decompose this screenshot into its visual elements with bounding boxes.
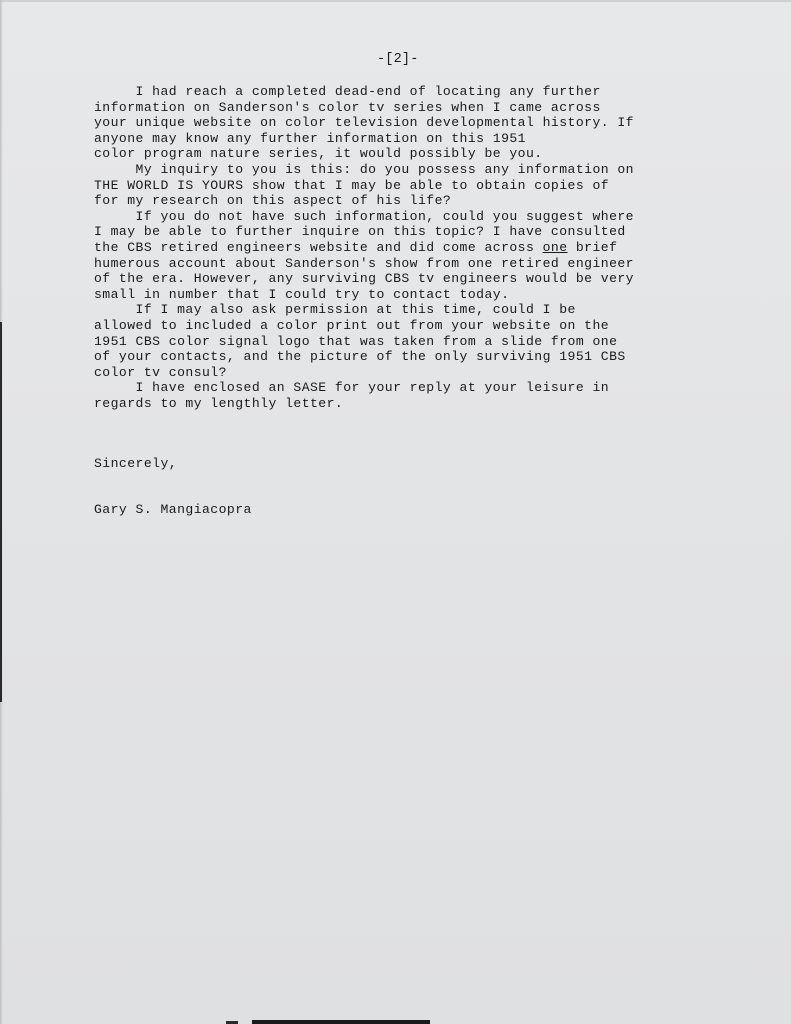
text-line: anyone may know any further information on this 1951 [94, 130, 526, 146]
text-line: If you do not have such information, could you suggest where [94, 208, 634, 224]
text-line: If I may also ask permission at this time, could I be [94, 302, 576, 318]
text-segment: brief [567, 239, 618, 255]
closing-salutation: Sincerely, [94, 456, 178, 471]
text-segment: the CBS retired engineers website and did come across [94, 239, 543, 255]
paper-top-edge [0, 0, 791, 2]
text-line: I had reach a completed dead-end of locating any further [94, 84, 601, 99]
text-line-with-underline [94, 240, 734, 256]
text-line: of your contacts, and the picture of the only surviving 1951 CBS [94, 349, 626, 365]
text-line: for my research on this aspect of his life? [94, 193, 452, 209]
text-line: of the era. However, any surviving CBS tv engineers would be very [94, 271, 634, 287]
text-line: regards to my lengthly letter. [94, 395, 344, 411]
text-line: color tv consul? [94, 364, 227, 380]
paragraph-4 [94, 302, 734, 380]
underlined-word: one [542, 239, 568, 255]
paragraph-3 [94, 209, 734, 303]
text-line: I have enclosed an SASE for your reply at your leisure in [94, 380, 610, 396]
page-number: -[2]- [377, 52, 419, 67]
scan-left-margin-line [0, 322, 2, 702]
text-line: allowed to included a color print out from your website on the [94, 317, 610, 333]
text-line: 1951 CBS color signal logo that was taken from a slide from one [94, 333, 618, 349]
paragraph-1 [94, 84, 734, 162]
text-line: humerous account about Sanderson's show from one retired engineer [94, 255, 634, 271]
text-line: THE WORLD IS YOURS show that I may be able to obtain copies of [94, 177, 610, 193]
text-line: color program nature series, it would possibly be you. [94, 146, 543, 162]
text-line: information on Sanderson's color tv series when I came across [94, 99, 601, 115]
letter-body [94, 84, 734, 411]
signature-name: Gary S. Mangiacopra [94, 502, 252, 517]
text-line: small in number that I could try to contact today. [94, 286, 510, 302]
paragraph-5 [94, 380, 734, 411]
scan-bottom-bar [252, 1020, 430, 1024]
text-line: your unique website on color television developmental history. If [94, 115, 634, 131]
text-line: I may be able to further inquire on this topic? I have consulted [94, 224, 626, 240]
paragraph-2 [94, 162, 734, 209]
text-line: My inquiry to you is this: do you possess any information on [94, 161, 634, 177]
